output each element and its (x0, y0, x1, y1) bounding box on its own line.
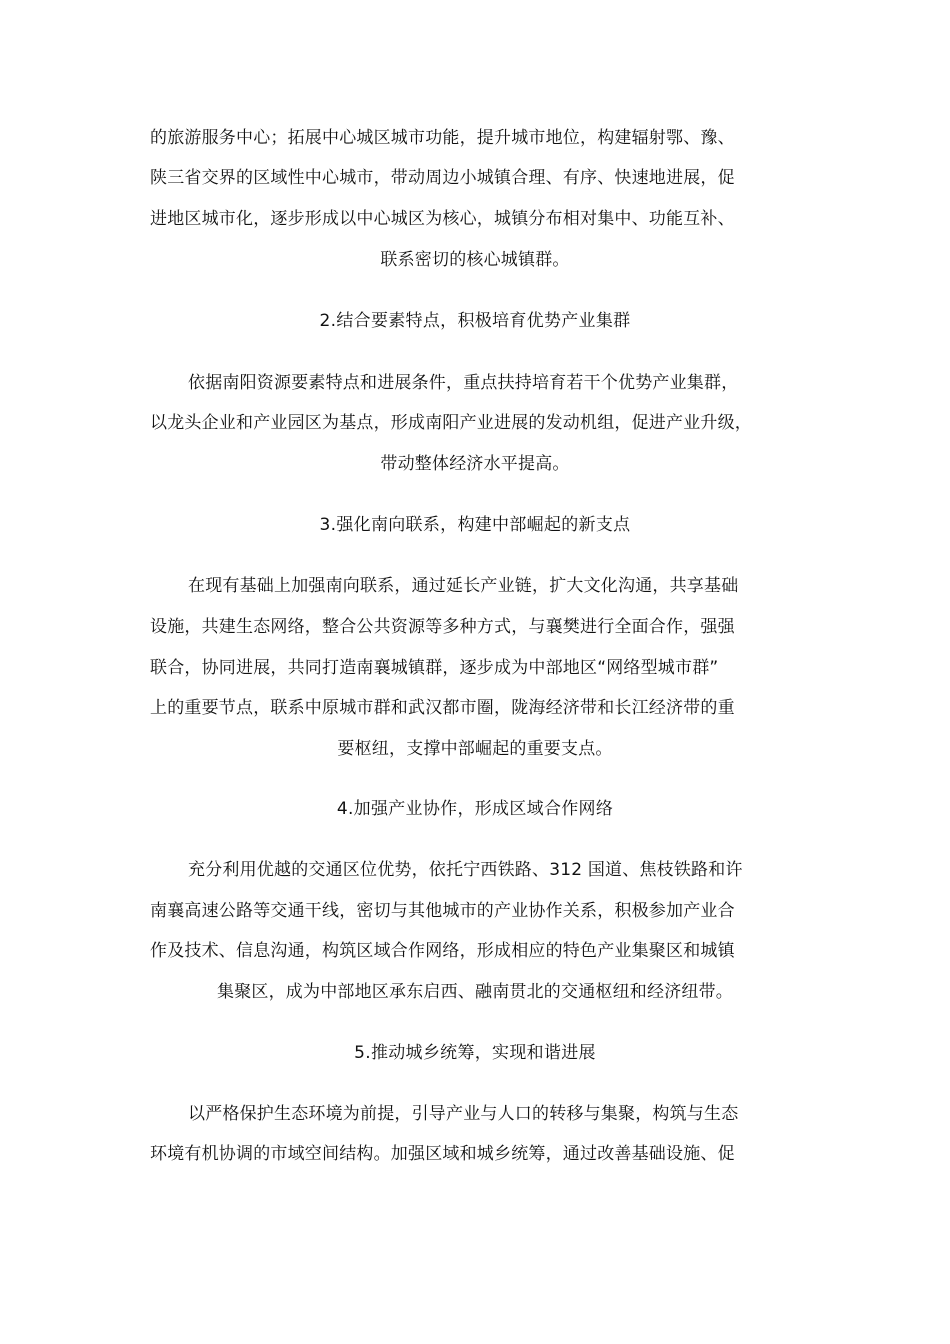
paragraph-line: 南襄高速公路等交通干线，密切与其他城市的产业协作关系，积极参加产业合 (150, 901, 735, 921)
paragraph-line: 上的重要节点，联系中原城市群和武汉都市圈，陇海经济带和长江经济带的重 (150, 698, 735, 718)
paragraph-line: 带动整体经济水平提高。 (380, 454, 570, 474)
section-heading-2: 2.结合要素特点，积极培育优势产业集群 (319, 311, 631, 331)
paragraph-line: 的旅游服务中心；拓展中心城区城市功能，提升城市地位，构建辐射鄂、豫、 (150, 128, 735, 148)
paragraph-line: 作及技术、信息沟通，构筑区域合作网络，形成相应的特色产业集聚区和城镇 (150, 941, 735, 961)
paragraph-line: 要枢纽，支撑中部崛起的重要支点。 (337, 739, 613, 759)
paragraph-line: 环境有机协调的市域空间结构。加强区域和城乡统筹，通过改善基础设施、促 (150, 1144, 735, 1164)
section-heading-5: 5.推动城乡统筹，实现和谐进展 (354, 1043, 596, 1063)
paragraph-line: 联系密切的核心城镇群。 (380, 250, 570, 270)
paragraph-line: 充分利用优越的交通区位优势，依托宁西铁路、312 国道、焦枝铁路和许 (188, 860, 743, 880)
paragraph-line: 集聚区，成为中部地区承东启西、融南贯北的交通枢纽和经济纽带。 (217, 982, 733, 1002)
paragraph-line: 陕三省交界的区域性中心城市，带动周边小城镇合理、有序、快速地进展，促 (150, 168, 735, 188)
paragraph-line: 以严格保护生态环境为前提，引导产业与人口的转移与集聚，构筑与生态 (188, 1104, 739, 1124)
paragraph-line: 在现有基础上加强南向联系，通过延长产业链，扩大文化沟通，共享基础 (188, 576, 739, 596)
section-heading-4: 4.加强产业协作，形成区域合作网络 (336, 799, 614, 819)
paragraph-line: 进地区城市化，逐步形成以中心城区为核心，城镇分布相对集中、功能互补、 (150, 209, 735, 229)
section-heading-3: 3.强化南向联系，构建中部崛起的新支点 (319, 515, 631, 535)
paragraph-line: 设施，共建生态网络，整合公共资源等多种方式，与襄樊进行全面合作，强强 (150, 617, 735, 637)
paragraph-line: 以龙头企业和产业园区为基点，形成南阳产业进展的发动机组，促进产业升级， (150, 413, 752, 433)
paragraph-line: 依据南阳资源要素特点和进展条件，重点扶持培育若干个优势产业集群， (188, 373, 739, 393)
paragraph-line: 联合，协同进展，共同打造南襄城镇群，逐步成为中部地区“网络型城市群” (150, 658, 719, 678)
